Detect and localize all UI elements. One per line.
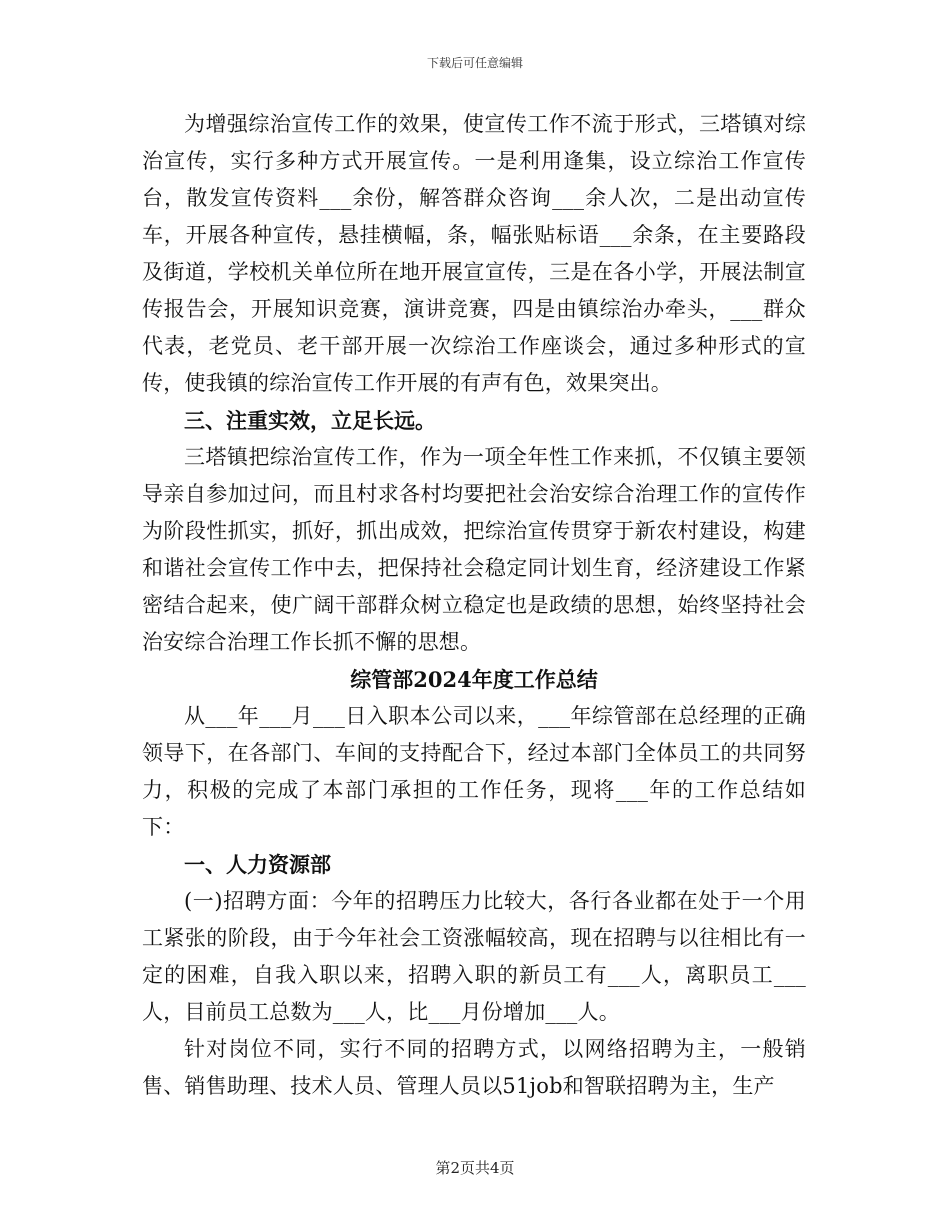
paragraph-recruitment-methods: 针对岗位不同，实行不同的招聘方式，以网络招聘为主，一般销售、销售助理、技术人员、管理人员以51job和智联招聘为主，生产 xyxy=(142,1037,806,1098)
header-note: 下载后可任意编辑 xyxy=(426,56,523,70)
document-title: 综管部2024年度工作总结 xyxy=(350,667,598,692)
section-heading-three: 三、注重实效，立足长远。 xyxy=(184,408,436,433)
section-heading-hr: 一、人力资源部 xyxy=(184,852,331,877)
paragraph-intro: 从___年___月___日入职本公司以来，___年综管部在总经理的正确领导下，在各部门、车间的支持配合下，经过本部门全体员工的共同努力，积极的完成了本部门承担的工作任务，现将___年的工作总结如下： xyxy=(142,704,806,839)
paragraph-propaganda-methods: 为增强综治宣传工作的效果，使宣传工作不流于形式，三塔镇对综治宣传，实行多种方式开展宣传。一是利用逢集，设立综治工作宣传台，散发宣传资料___余份，解答群众咨询___余人次，二是出动宣传车，开展各种宣传，悬挂横幅，条，幅张贴标语___余条，在主要路段及街道，学校机关单位所在地开展宣宣传，三是在各小学，开展法制宣传报告会，开展知识竞赛，演讲竞赛，四是由镇综治办牵头，___群众代表，老党员、老干部开展一次综治工作座谈会，通过多种形式的宣传，使我镇的综治宣传工作开展的有声有色，效果突出。 xyxy=(142,112,806,395)
document-body xyxy=(142,106,806,1105)
paragraph-long-term-work: 三塔镇把综治宣传工作，作为一项全年性工作来抓，不仅镇主要领导亲自参加过问，而且村求各村均要把社会治安综合治理工作的宣传作为阶段性抓实，抓好，抓出成效，把综治宣传贯穿于新农村建设，构建和谐社会宣传工作中去，把保持社会稳定同计划生育，经济建设工作紧密结合起来，使广阔干部群众树立稳定也是政绩的思想，始终坚持社会治安综合治理工作长抓不懈的思想。 xyxy=(142,445,806,654)
page-number: 第2页共4页 xyxy=(435,1159,515,1177)
paragraph-recruitment: (一)招聘方面：今年的招聘压力比较大，各行各业都在处于一个用工紧张的阶段，由于今年社会工资涨幅较高，现在招聘与以往相比有一定的困难，自我入职以来，招聘入职的新员工有___人，离职员工___人，目前员工总数为___人，比___月份增加___人。 xyxy=(142,889,806,1024)
